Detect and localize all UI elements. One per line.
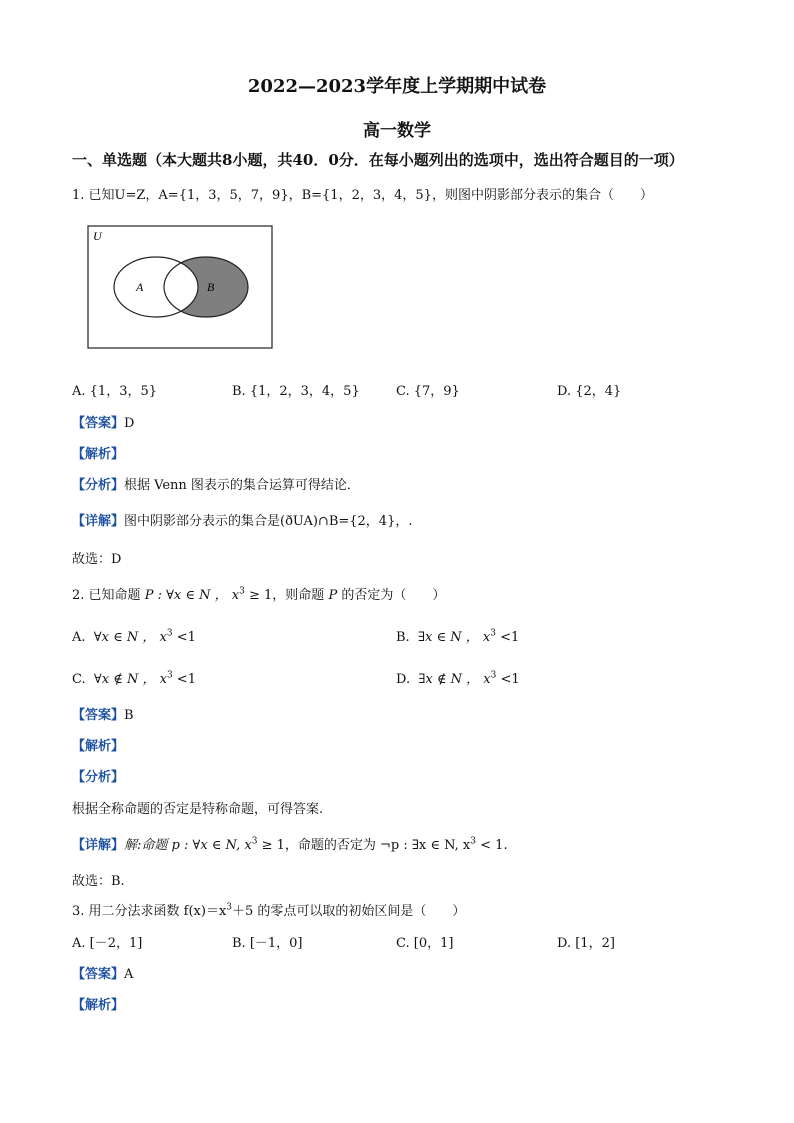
q2-fenxi: 【分析】 — [72, 770, 125, 785]
venn-label-b: B — [207, 280, 215, 294]
q1-option-c: C. {7，9} — [396, 384, 460, 399]
q2-option-b: B. ∃x ∈ N ， $x^3 <1$ — [396, 628, 520, 645]
q1-option-b: B. {1，2，3，4，5} — [232, 384, 360, 399]
q1-answer: 【答案】D — [72, 416, 135, 431]
question-3-stem: 3. 用二分法求函数 $f(x)=x^3+5$ 的零点可以取的初始区间是（ ） — [72, 902, 466, 919]
q3-option-a: A. [－2，1] — [72, 936, 143, 951]
q3-answer: 【答案】A — [72, 967, 134, 982]
q1-jiexi: 【解析】 — [72, 447, 125, 462]
q2-fenxi-text: 根据全称命题的否定是特称命题，可得答案. — [72, 802, 324, 817]
section-heading: 一、单选题（本大题共8小题，共40．0分．在每小题列出的选项中，选出符合题目的一项） — [72, 151, 684, 169]
q2-option-c: C. ∀x ∉ N ， $x^3 <1$ — [72, 670, 196, 687]
q2-answer: 【答案】B — [72, 708, 134, 723]
page-title: 2022—2023学年度上学期期中试卷 — [247, 76, 547, 97]
q2-option-d: D. ∃x ∉ N ， $x^3 <1$ — [396, 670, 520, 687]
q3-jiexi: 【解析】 — [72, 998, 125, 1013]
q1-option-d: D. {2，4} — [557, 384, 622, 399]
question-1-stem: 1. 已知U=Z，A={1，3，5，7，9}，B={1，2，3，4，5}，则图中阴影部分表示的集合（ ） — [72, 188, 653, 203]
question-2-stem: 2. 已知命题 P : ∀x ∈ N ， $x^3 \ge 1$，则命题 P 的否定为（ ） — [72, 586, 446, 603]
q1-option-a: A. {1，3，5} — [72, 384, 158, 399]
q1-fenxi: 【分析】根据 Venn 图表示的集合运算可得结论． — [72, 478, 360, 493]
q1-conclusion: 故选：D — [72, 552, 122, 567]
q2-jiexi: 【解析】 — [72, 739, 125, 754]
venn-label-a: A — [136, 280, 144, 294]
q2-conclusion: 故选：B. — [72, 874, 125, 889]
q3-option-c: C. [0，1] — [396, 936, 454, 951]
q2-xiangjie: 【详解】解:命题 p : ∀x ∈ N, $x^3 \ge 1$，命题的否定为 ¬p : ∃x ∈ N, $x^3 < 1$. — [72, 836, 508, 853]
page-subtitle: 高一数学 — [363, 121, 431, 141]
venn-label-u: U — [93, 229, 102, 243]
venn-diagram — [86, 224, 276, 352]
q3-option-b: B. [－1，0] — [232, 936, 303, 951]
q1-xiangjie: 【详解】图中阴影部分表示的集合是(ðUA)∩B={2，4}，. — [72, 514, 413, 529]
q2-option-a: A. ∀x ∈ N ， $x^3 <1$ — [72, 628, 196, 645]
q3-option-d: D. [1，2] — [557, 936, 615, 951]
